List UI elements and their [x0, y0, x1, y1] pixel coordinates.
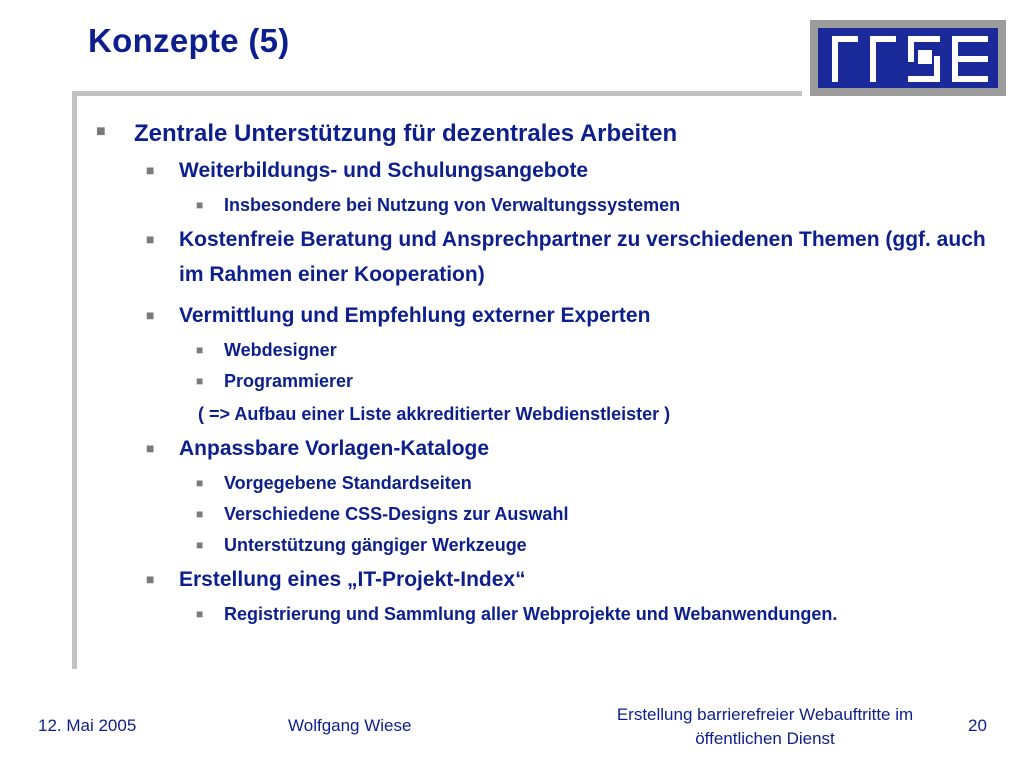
slide-content	[96, 118, 986, 631]
square-bullet-icon: ■	[196, 607, 204, 622]
square-bullet-icon: ■	[196, 476, 204, 491]
bullet-text: Anpassbare Vorlagen-Kataloge	[179, 437, 490, 461]
frame-left-bar	[72, 91, 77, 669]
square-bullet-icon: ■	[146, 571, 155, 588]
bullet-item-level3	[96, 500, 986, 528]
bullet-item-level2	[96, 562, 986, 597]
bullet-text: Webdesigner	[224, 340, 337, 361]
bullet-text: Verschiedene CSS-Designs zur Auswahl	[224, 504, 569, 525]
square-bullet-icon: ■	[96, 123, 106, 140]
bullet-item-level3	[96, 531, 986, 559]
bullet-item-level3	[96, 469, 986, 497]
bullet-item-level2	[96, 431, 986, 466]
bullet-item-level2	[96, 153, 986, 188]
rrze-logo-graphic	[810, 20, 1006, 96]
square-bullet-icon: ■	[146, 307, 155, 324]
bullet-text: Zentrale Unterstützung für dezentrales Arbeiten	[134, 120, 678, 147]
footer-page-number: 20	[968, 716, 987, 735]
bullet-text: Erstellung eines „IT-Projekt-Index“	[179, 568, 526, 592]
bullet-item-level3	[96, 600, 986, 628]
bullet-item-level1	[96, 118, 986, 149]
frame-top-bar	[72, 91, 802, 96]
rrze-logo	[810, 20, 1006, 96]
bullet-text: Vermittlung und Empfehlung externer Experten	[179, 304, 651, 328]
bullet-text: Vorgegebene Standardseiten	[224, 473, 472, 494]
square-bullet-icon: ■	[146, 231, 155, 248]
footer-title-line1: Erstellung barrierefreier Webauftritte im	[616, 705, 914, 724]
bullet-item-level2	[96, 222, 986, 292]
square-bullet-icon: ■	[196, 343, 204, 358]
footer-date: 12. Mai 2005	[38, 716, 137, 735]
square-bullet-icon: ■	[196, 507, 204, 522]
slide-title: Konzepte (5)	[88, 22, 290, 59]
bullet-text: Registrierung und Sammlung aller Webprojekte und Webanwendungen.	[224, 604, 838, 625]
footer-title	[580, 703, 950, 751]
footer-title-line2: öffentlichen Dienst	[695, 729, 835, 748]
bullet-text: Programmierer	[224, 371, 354, 392]
bullet-text: Unterstützung gängiger Werkzeuge	[224, 535, 527, 556]
note-text: ( => Aufbau einer Liste akkreditierter Webdienstleister )	[198, 404, 671, 425]
bullet-item-level2	[96, 298, 986, 333]
bullet-text: Insbesondere bei Nutzung von Verwaltungssystemen	[224, 195, 681, 216]
footer-author: Wolfgang Wiese	[288, 716, 412, 735]
bullet-text: Weiterbildungs- und Schulungsangebote	[179, 159, 589, 183]
square-bullet-icon: ■	[196, 198, 204, 213]
bullet-text: Kostenfreie Beratung und Ansprechpartner zu verschiedenen Themen (ggf. auch im Rahmen einer Kooperation)	[179, 228, 986, 287]
bullet-item-level3	[96, 336, 986, 364]
square-bullet-icon: ■	[146, 162, 155, 179]
bullet-item-level3	[96, 191, 986, 219]
square-bullet-icon: ■	[146, 440, 155, 457]
bullet-item-level3	[96, 367, 986, 395]
square-bullet-icon: ■	[196, 374, 204, 389]
square-bullet-icon: ■	[196, 538, 204, 553]
